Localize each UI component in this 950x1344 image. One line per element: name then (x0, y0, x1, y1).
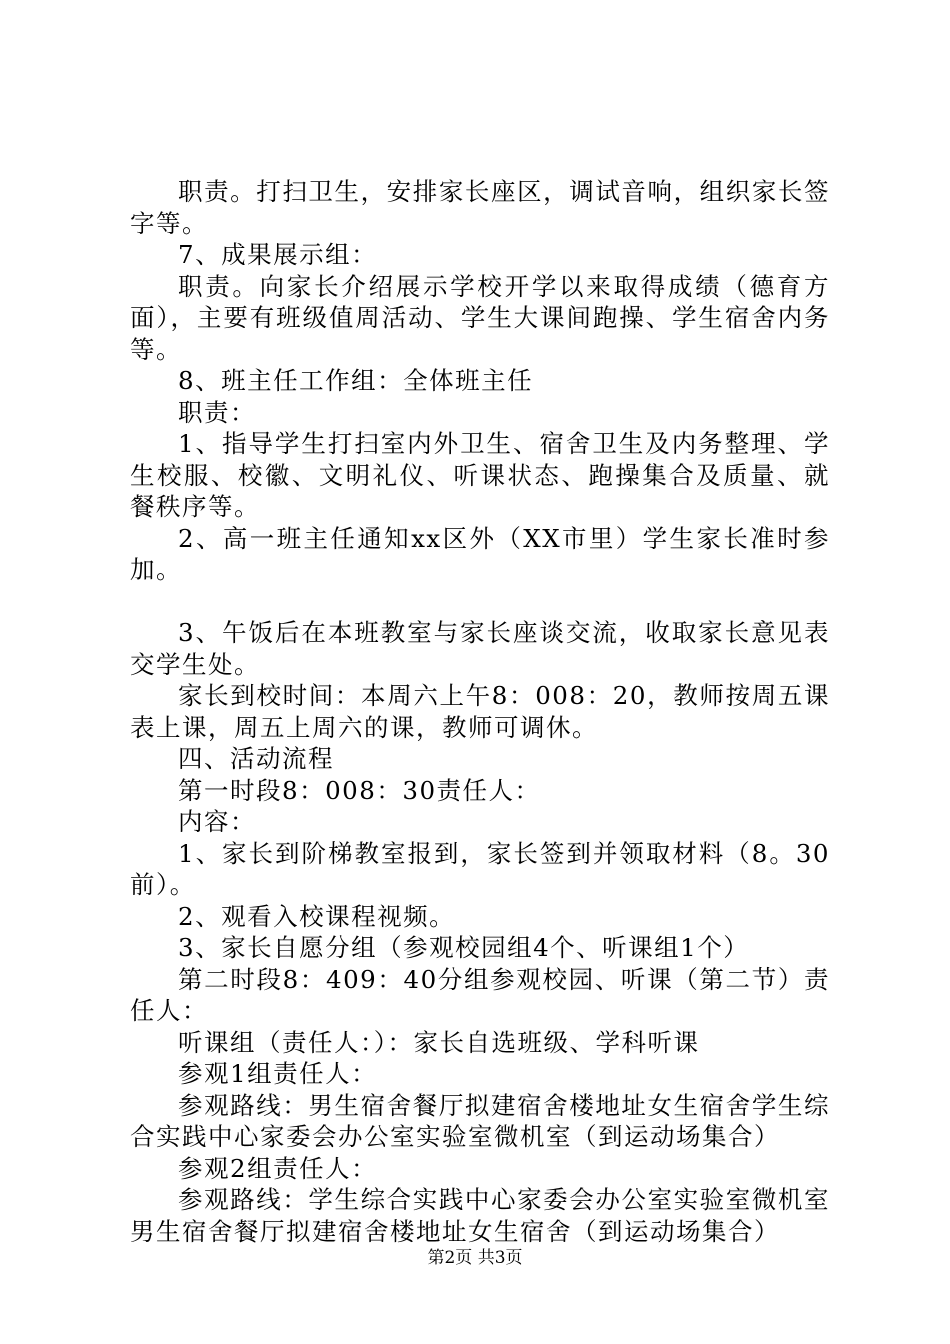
paragraph-content-item-1: 1、家长到阶梯教室报到，家长签到并领取材料（8。30前）。 (130, 838, 830, 899)
document-body (130, 176, 830, 1247)
paragraph-duty-item-2: 2、高一班主任通知xx区外（XX市里）学生家长准时参加。 (130, 523, 830, 584)
paragraph-tour-group-2: 参观2组责任人： (178, 1153, 378, 1183)
paragraph-arrival-time: 家长到校时间：本周六上午8：008：20，教师按周五课表上课，周五上周六的课，教师可调休。 (130, 681, 830, 742)
paragraph-group-7-title: 7、成果展示组： (178, 240, 378, 269)
blank-line (130, 586, 830, 618)
paragraph-content-item-2: 2、观看入校课程视频。 (178, 901, 456, 931)
paragraph-tour-group-1: 参观1组责任人： (178, 1059, 378, 1088)
paragraph-period-1: 第一时段8：008：30责任人： (178, 775, 541, 805)
paragraph-duty-label: 职责： (178, 397, 256, 427)
paragraph-duty-cleaning: 职责。打扫卫生，安排家长座区，调试音响，组织家长签字等。 (130, 177, 830, 238)
paragraph-duty-item-3: 3、午饭后在本班教室与家长座谈交流，收取家长意见表交学生处。 (130, 618, 830, 679)
page-number-label: 第2页 共3页 (427, 1248, 523, 1268)
paragraph-group-7-duty: 职责。向家长介绍展示学校开学以来取得成绩（德育方面），主要有班级值周活动、学生大课间跑操、学生宿舍内务等。 (130, 271, 830, 364)
paragraph-tour-route-2: 参观路线：学生综合实践中心家委会办公室实验室微机室男生宿舍餐厅拟建宿舍楼地址女生宿舍（到运动场集合） (130, 1185, 830, 1246)
paragraph-content-label: 内容： (178, 807, 256, 836)
paragraph-tour-route-1: 参观路线：男生宿舍餐厅拟建宿舍楼地址女生宿舍学生综合实践中心家委会办公室实验室微机室（到运动场集合） (130, 1090, 830, 1151)
page-footer (0, 1243, 950, 1268)
paragraph-group-8-title: 8、班主任工作组：全体班主任 (178, 366, 534, 395)
paragraph-duty-item-1: 1、指导学生打扫室内外卫生、宿舍卫生及内务整理、学生校服、校徽、文明礼仪、听课状态、跑操集合及质量、就餐秩序等。 (130, 429, 830, 521)
paragraph-period-2: 第二时段8：409：40分组参观校园、听课（第二节）责任人： (130, 964, 830, 1025)
paragraph-listening-group: 听课组（责任人：）：家长自选班级、学科听课 (178, 1027, 700, 1057)
section-heading-activity-flow: 四、活动流程 (178, 744, 334, 773)
paragraph-content-item-3: 3、家长自愿分组（参观校园组4个、听课组1个） (178, 933, 750, 962)
